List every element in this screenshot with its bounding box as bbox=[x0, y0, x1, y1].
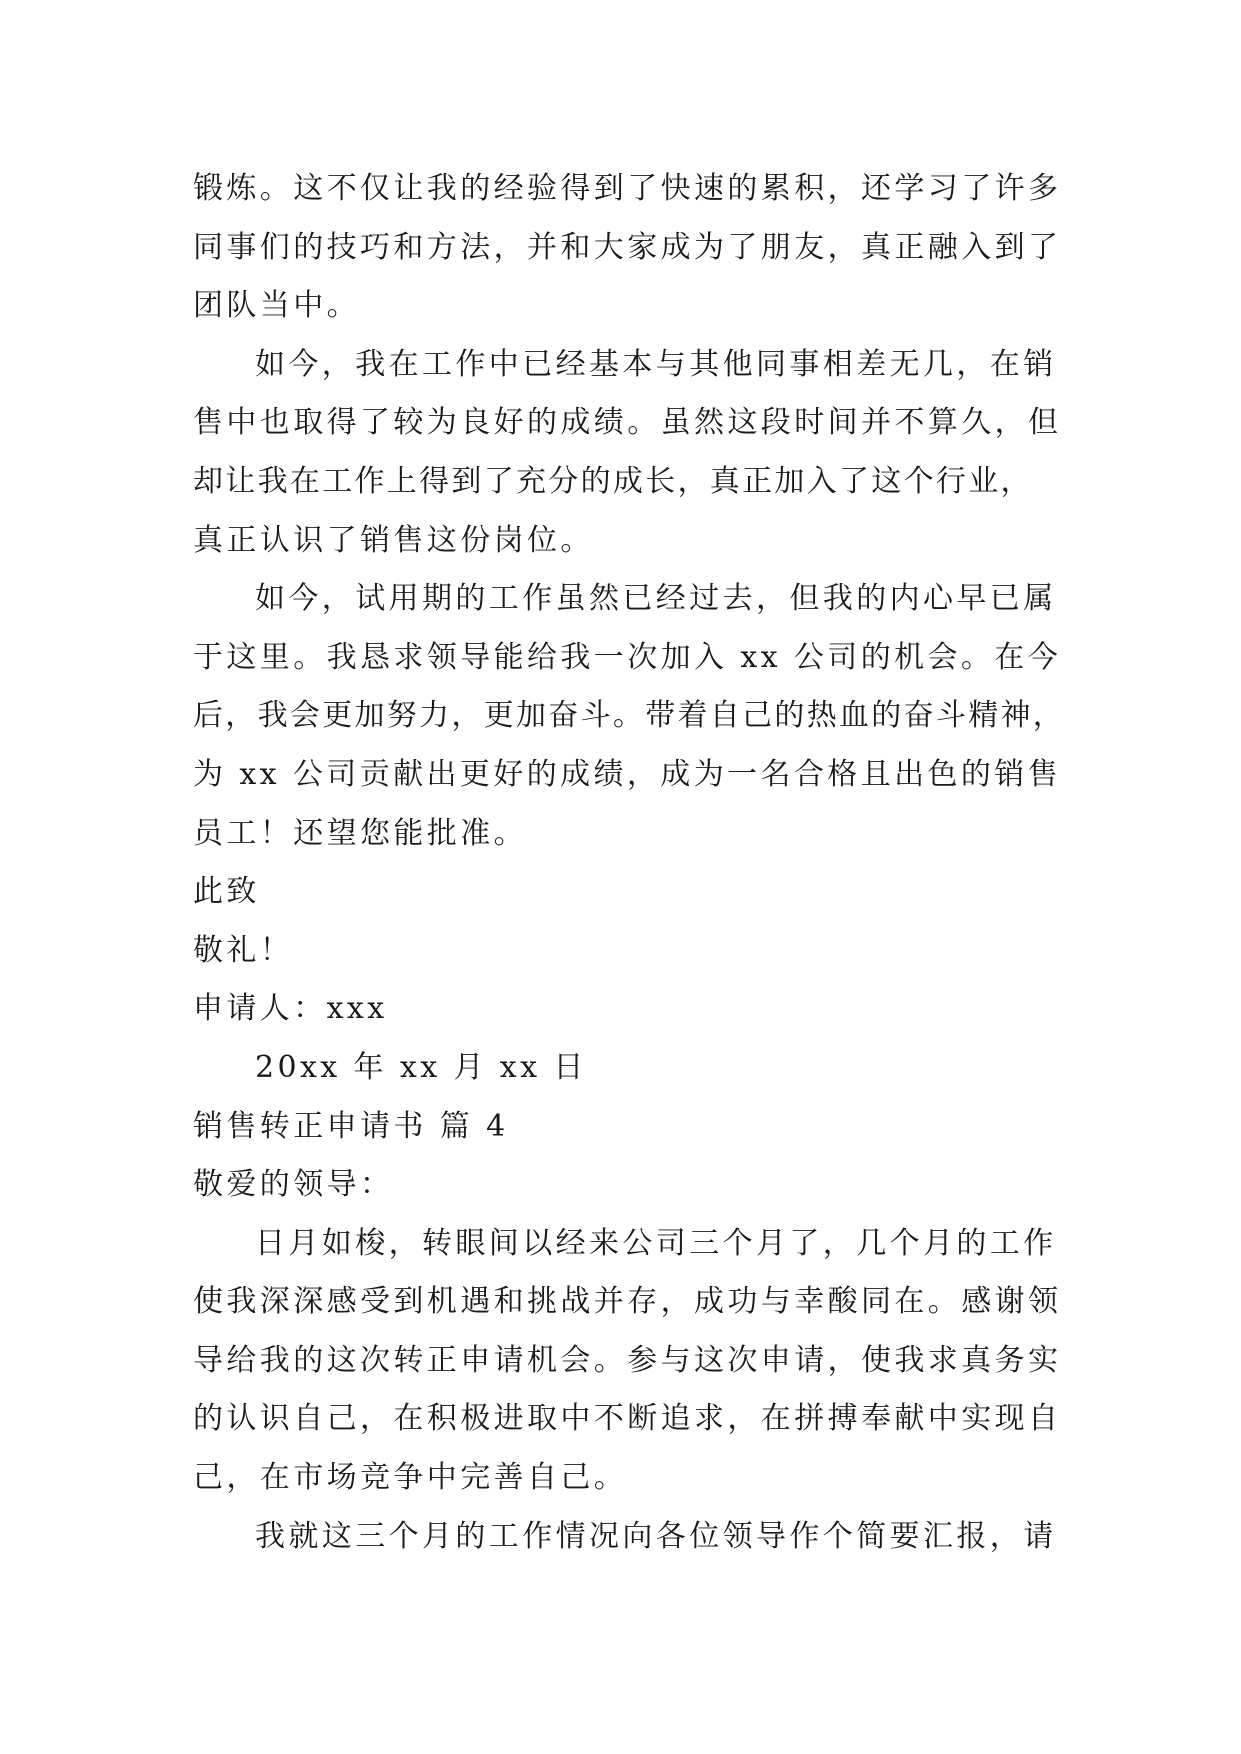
paragraph-line: 的认识自己，在积极进取中不断追求，在拼搏奉献中实现自 bbox=[193, 1401, 1062, 1437]
paragraph-line: 后，我会更加努力，更加奋斗。带着自己的热血的奋斗精神， bbox=[193, 698, 1066, 734]
closing-line: 此致 bbox=[193, 874, 260, 910]
paragraph-line: 导给我的这次转正申请机会。参与这次申请，使我求真务实 bbox=[193, 1342, 1062, 1378]
paragraph-line: 如今，我在工作中已经基本与其他同事相差无几，在销 bbox=[255, 346, 1057, 382]
paragraph-line: 使我深深感受到机遇和挑战并存，成功与幸酸同在。感谢领 bbox=[193, 1284, 1062, 1320]
section-heading: 销售转正申请书 篇 4 bbox=[193, 1108, 509, 1144]
document-body bbox=[193, 160, 1066, 1566]
paragraph-line: 锻炼。这不仅让我的经验得到了快速的累积，还学习了许多 bbox=[193, 171, 1062, 206]
paragraph-line: 却让我在工作上得到了充分的成长，真正加入了这个行业， bbox=[193, 463, 1033, 499]
date-line: 20xx 年 xx 月 xx 日 bbox=[255, 1049, 587, 1085]
paragraph-line: 日月如梭，转眼间以经来公司三个月了，几个月的工作 bbox=[255, 1225, 1057, 1261]
greeting-line: 敬爱的领导： bbox=[193, 1167, 394, 1203]
paragraph-line: 为 xx 公司贡献出更好的成绩，成为一名合格且出色的销售 bbox=[193, 756, 1062, 792]
applicant-line: 申请人：xxx bbox=[193, 991, 388, 1027]
paragraph-line: 己，在市场竞争中完善自己。 bbox=[193, 1460, 628, 1496]
paragraph-line: 售中也取得了较为良好的成绩。虽然这段时间并不算久，但 bbox=[193, 405, 1062, 441]
paragraph-line: 员工！还望您能批准。 bbox=[193, 815, 527, 851]
paragraph-line: 于这里。我恳求领导能给我一次加入 xx 公司的机会。在今 bbox=[193, 639, 1062, 675]
paragraph-line: 团队当中。 bbox=[193, 288, 360, 324]
paragraph-line: 同事们的技巧和方法，并和大家成为了朋友，真正融入到了 bbox=[193, 229, 1062, 265]
salutation-line: 敬礼！ bbox=[193, 932, 294, 968]
paragraph-line: 我就这三个月的工作情况向各位领导作个简要汇报，请 bbox=[255, 1518, 1057, 1554]
paragraph-line: 真正认识了销售这份岗位。 bbox=[193, 522, 594, 558]
paragraph-line: 如今，试用期的工作虽然已经过去，但我的内心早已属 bbox=[255, 581, 1057, 617]
